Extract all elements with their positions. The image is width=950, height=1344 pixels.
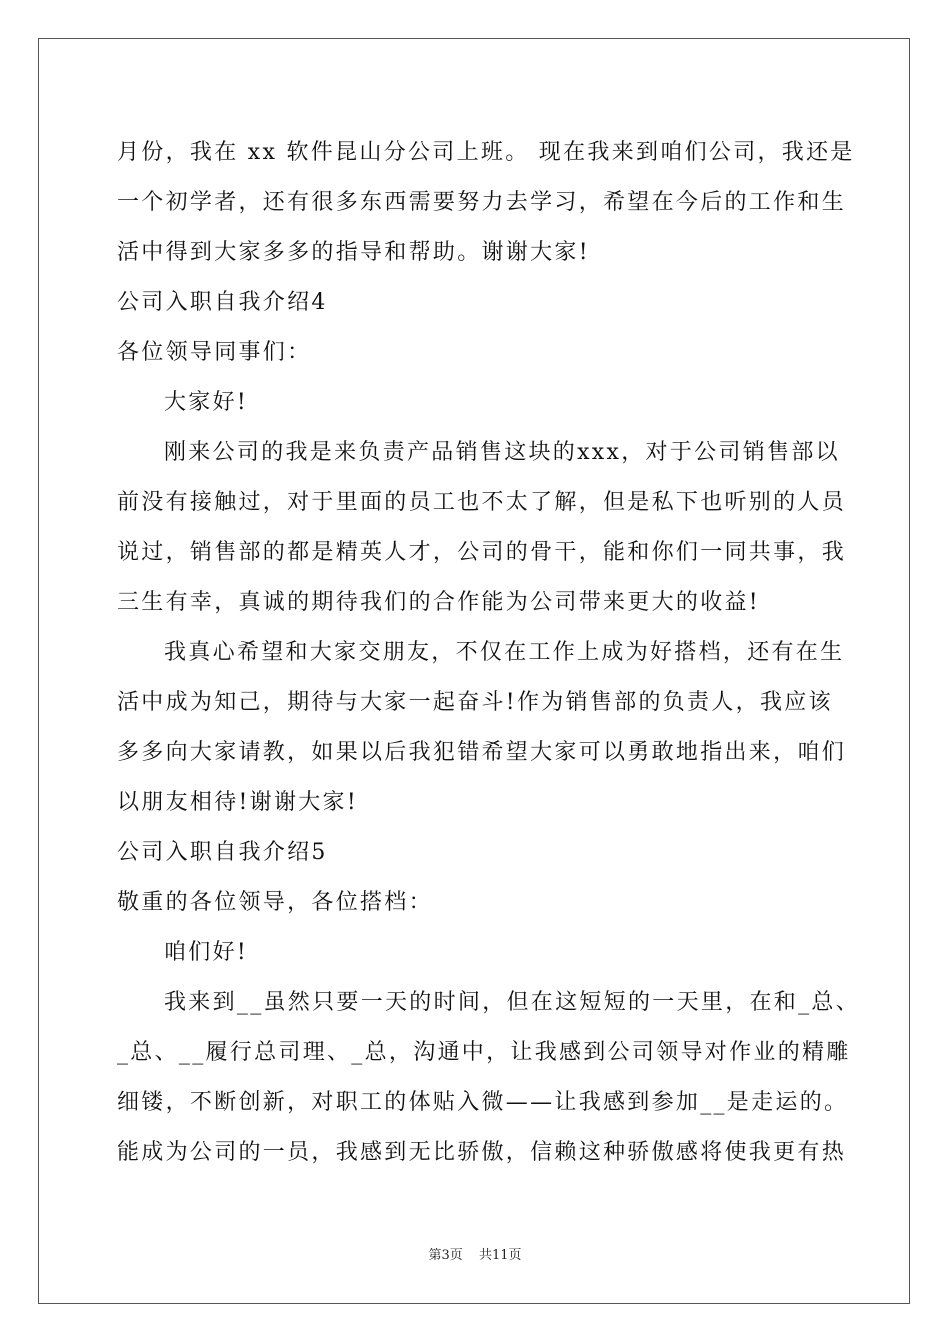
text-line: 一个初学者，还有很多东西需要努力去学习，希望在今后的工作和生: [117, 190, 847, 215]
greeting: 大家好!: [164, 390, 249, 415]
text-line: 以朋友相待!谢谢大家!: [117, 790, 358, 815]
salutation: 各位领导同事们：: [117, 340, 312, 365]
page-number: 第3页: [428, 1248, 463, 1263]
text-line: 说过，销售部的都是精英人才，公司的骨干，能和你们一同共事，我: [117, 540, 847, 565]
section-heading: 公司入职自我介绍5: [117, 840, 328, 865]
text-line: 活中得到大家多多的指导和帮助。谢谢大家!: [117, 240, 590, 265]
section-heading: 公司入职自我介绍4: [117, 290, 328, 315]
text-line: 三生有幸，真诚的期待我们的合作能为公司带来更大的收益!: [117, 590, 760, 615]
document-body: [117, 128, 861, 1178]
text-line: 前没有接触过，对于里面的员工也不太了解，但是私下也听别的人员: [117, 490, 847, 515]
text-line: 多多向大家请教，如果以后我犯错希望大家可以勇敢地指出来，咱们: [117, 740, 847, 765]
text-line: 细镂，不断创新，对职工的体贴入微——让我感到参加__是走运的。: [117, 1090, 849, 1115]
text-line: 活中成为知己，期待与大家一起奋斗!作为销售部的负责人，我应该: [117, 690, 833, 715]
text-line: 我真心希望和大家交朋友，不仅在工作上成为好搭档，还有在生: [164, 640, 845, 665]
page-total: 共11页: [478, 1248, 522, 1263]
text-line: 我来到__虽然只要一天的时间，但在这短短的一天里，在和_总、: [164, 990, 861, 1015]
salutation: 敬重的各位领导，各位搭档：: [117, 890, 433, 915]
greeting: 咱们好!: [164, 940, 249, 965]
page-footer: [0, 1244, 950, 1263]
text-line: 刚来公司的我是来负责产品销售这块的xxx，对于公司销售部以: [164, 440, 840, 465]
text-line: 能成为公司的一员，我感到无比骄傲，信赖这种骄傲感将使我更有热: [117, 1140, 847, 1165]
text-line: _总、__履行总司理、_总，沟通中，让我感到公司领导对作业的精雕: [117, 1040, 851, 1065]
text-line: 月份，我在 xx 软件昆山分公司上班。 现在我来到咱们公司，我还是: [117, 140, 855, 165]
